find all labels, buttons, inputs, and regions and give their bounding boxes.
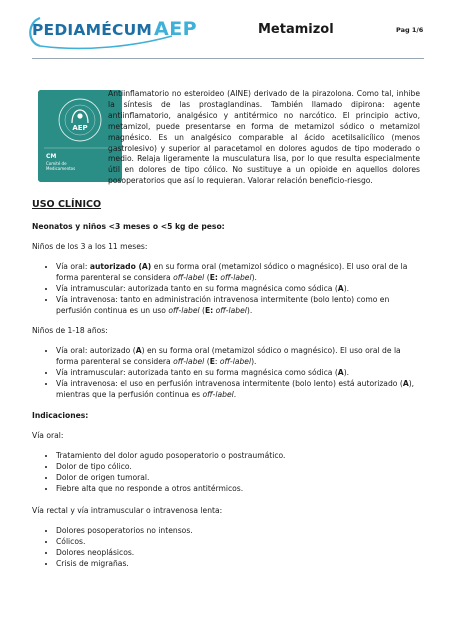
badge-aep: AEP — [72, 124, 88, 132]
page-number: Pag 1/6 — [396, 26, 424, 34]
via-oral-list — [44, 451, 424, 495]
list-item: • Vía intramuscular: autorizada tanto en su forma magnésica como sódica (A). — [56, 284, 424, 295]
indicaciones-heading: Indicaciones: — [32, 411, 89, 420]
list-item: • Dolor de tipo cólico. — [56, 462, 424, 473]
list-item: • Vía intravenosa: el uso en perfusión intravenosa intermitente (bolo lento) está autorizado (A), mientras que la perfusión continua es off-label. — [56, 379, 424, 401]
badge-comite-line1: Comité de — [46, 161, 67, 166]
via-oral-label: Vía oral: — [32, 431, 64, 440]
logo-aep-text: AEP — [153, 18, 198, 40]
group1-list — [44, 262, 424, 317]
list-item: • Dolores neoplásicos. — [56, 548, 424, 559]
list-item: • Dolor de origen tumoral. — [56, 473, 424, 484]
list-item: • Dolores posoperatorios no intensos. — [56, 526, 424, 537]
logo-text: PEDIAMÉCUM — [32, 21, 152, 39]
list-item: • Fiebre alta que no responde a otros antitérmicos. — [56, 484, 424, 495]
via-rectal-label: Vía rectal y vía intramuscular o intravenosa lenta: — [32, 506, 223, 515]
section-title-uso-clinico: USO CLÍNICO — [32, 199, 102, 210]
group2-list — [44, 346, 424, 401]
group1-heading: Niños de los 3 a los 11 meses: — [32, 242, 148, 251]
group2-heading: Niños de 1-18 años: — [32, 326, 108, 335]
via-rectal-list — [44, 526, 424, 570]
badge-comite-line2: Medicamentos — [46, 166, 76, 171]
badge-cm: CM — [46, 153, 57, 160]
intro-paragraph: Antiinflamatorio no esteroideo (AINE) derivado de la pirazolona. Como tal, inhibe la síntesis de las prostaglandinas. También llamado dipirona: agente antiinflamatorio, analgésico y antitérmico no narcótico. El principio activo, metamizol, puede presentarse en forma de metamizol sódico o metamizol magnésico. Es un analgésico comparable al ácido acetilsalicílico (menos gastrolesivo) y superior al paracetamol en dolores agudos de tipo moderado o medio. Relaja ligeramente la musculatura lisa, por lo que resulta especialmente útil en dolores de tipo cólico. No sustituye a un opioide en aquellos dolores posoperatorios que así lo requieran. Valorar relación beneficio-riesgo. — [108, 89, 420, 186]
list-item: • Vía intramuscular: autorizada tanto en su forma magnésica como sódica (A). — [56, 368, 424, 379]
list-item: • Vía intravenosa: tanto en administración intravenosa intermitente (bolo lento) como en perfusión continua es un uso off-label (E: off-label). — [56, 295, 424, 317]
neonatos-heading: Neonatos y niños <3 meses o <5 kg de peso: — [32, 222, 225, 231]
list-item: • Vía oral: autorizado (A) en su forma oral (metamizol sódico o magnésico). El uso oral de la forma parenteral se considera off-label (E: off-label). — [56, 262, 424, 284]
list-item: • Crisis de migrañas. — [56, 559, 424, 570]
pediamecum-logo[interactable] — [32, 18, 197, 40]
list-item: • Cólicos. — [56, 537, 424, 548]
page-header — [0, 0, 453, 62]
page-title: Metamizol — [258, 22, 334, 37]
list-item: • Tratamiento del dolor agudo posoperatorio o postraumático. — [56, 451, 424, 462]
list-item: • Vía oral: autorizado (A) en su forma oral (metamizol sódico o magnésico). El uso oral de la forma parenteral se considera off-label (E: off-label). — [56, 346, 424, 368]
header-divider — [32, 58, 424, 59]
